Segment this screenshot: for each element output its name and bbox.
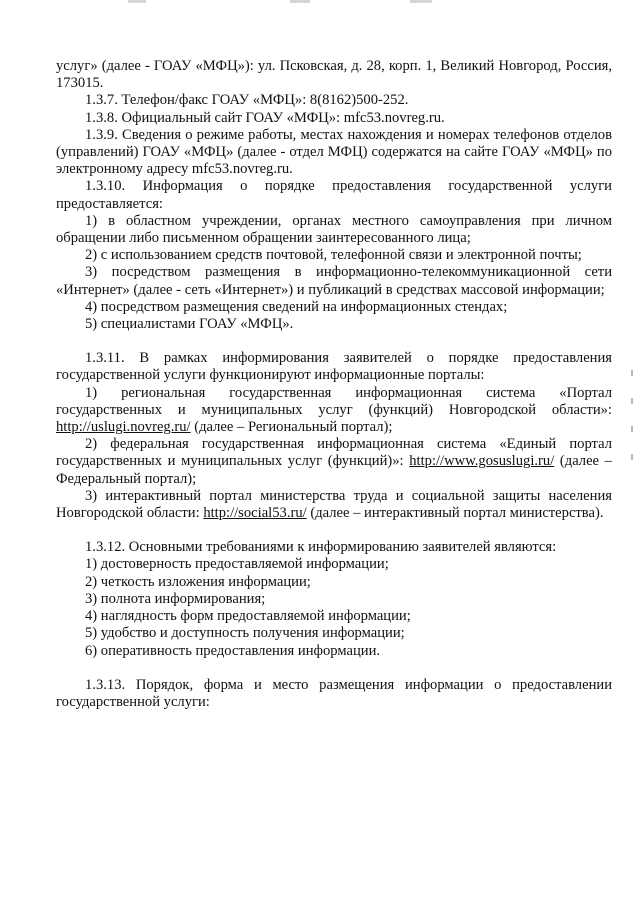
list-item-text: 2) федеральная государственная информационная система «Единый портал государственных и муниципальных услуг (функций)»: [56,436,612,470]
paragraph-address: услуг» (далее - ГОАУ «МФЦ»): ул. Псковская, д. 28, корп. 1, Великий Новгород, Россия, 173015. [56,58,612,92]
paragraph-1-3-9: 1.3.9. Сведения о режиме работы, местах нахождения и номерах телефонов отделов (управлений) ГОАУ «МФЦ» (далее - отдел МФЦ) содержатся на сайте ГОАУ «МФЦ» по электронному адресу mfc53.novreg.ru. [56,126,612,178]
scan-mark-top-middle [290,0,310,3]
paragraph-1-3-8: 1.3.8. Официальный сайт ГОАУ «МФЦ»: mfc53.novreg.ru. [85,109,445,126]
scan-edge-mark [631,454,633,460]
list-item: 1) достоверность предоставляемой информации; [85,556,389,573]
list-item: 5) удобство и доступность получения информации; [85,625,405,642]
scan-mark-top-left [128,0,146,3]
list-item: 6) оперативность предоставления информации. [85,642,381,659]
document-body [56,58,612,711]
list-item-regional-portal [56,385,612,437]
scan-edge-mark [631,398,633,404]
interactive-portal-link[interactable]: http://social53.ru/ [203,505,307,522]
paragraph-1-3-13: 1.3.13. Порядок, форма и место размещения информации о предоставлении государственной услуги: [56,676,612,710]
list-item: 2) четкость изложения информации; [85,573,311,590]
list-item: 3) полнота информирования; [85,590,266,607]
paragraph-1-3-7: 1.3.7. Телефон/факс ГОАУ «МФЦ»: 8(8162)500-252. [85,92,409,109]
paragraph-1-3-11-intro: 1.3.11. В рамках информирования заявителей о порядке предоставления государственной услуги функционируют информационные порталы: [56,350,612,384]
list-item-tail: (далее – интерактивный портал министерства). [306,505,604,522]
list-item-text: 3) интерактивный портал министерства труда и социальной защиты населения Новгородской области: [56,487,612,522]
scan-edge-marks [631,370,634,490]
list-item: 2) с использованием средств почтовой, телефонной связи и электронной почты; [85,247,582,264]
list-item: 3) посредством размещения в информационно-телекоммуникационной сети «Интернет» (далее - сеть «Интернет») и публикаций в средствах массовой информации; [56,264,612,298]
list-item: 4) наглядность форм предоставляемой информации; [85,608,411,625]
section-1-3-10 [56,178,612,333]
list-item-federal-portal [56,436,612,488]
list-item: 5) специалистами ГОАУ «МФЦ». [85,316,294,333]
section-1-3-12 [56,539,612,659]
list-item-tail: (далее – Региональный портал); [190,419,393,436]
scan-edge-mark [631,426,633,432]
list-item-tail: (далее – Федеральный портал); [56,453,612,487]
regional-portal-link[interactable]: http://uslugi.novreg.ru/ [56,419,191,436]
list-item-text: 1) региональная государственная информационная система «Портал государственных и муниципальных услуг (функций) Новгородской области»: [56,384,612,418]
scan-mark-top-right [410,0,432,3]
list-item: 1) в областном учреждении, органах местного самоуправления при личном обращении либо письменном обращении заинтересованного лица; [56,212,612,247]
paragraph-1-3-12-intro: 1.3.12. Основными требованиями к информированию заявителей являются: [85,539,557,556]
federal-portal-link[interactable]: http://www.gosuslugi.ru/ [409,453,555,470]
section-1-3-11 [56,350,612,522]
paragraph-1-3-10-intro: 1.3.10. Информация о порядке предоставления государственной услуги предоставляется: [56,178,612,212]
list-item-interactive-portal [56,488,612,522]
scan-edge-mark [631,370,633,376]
list-item: 4) посредством размещения сведений на информационных стендах; [85,298,508,315]
